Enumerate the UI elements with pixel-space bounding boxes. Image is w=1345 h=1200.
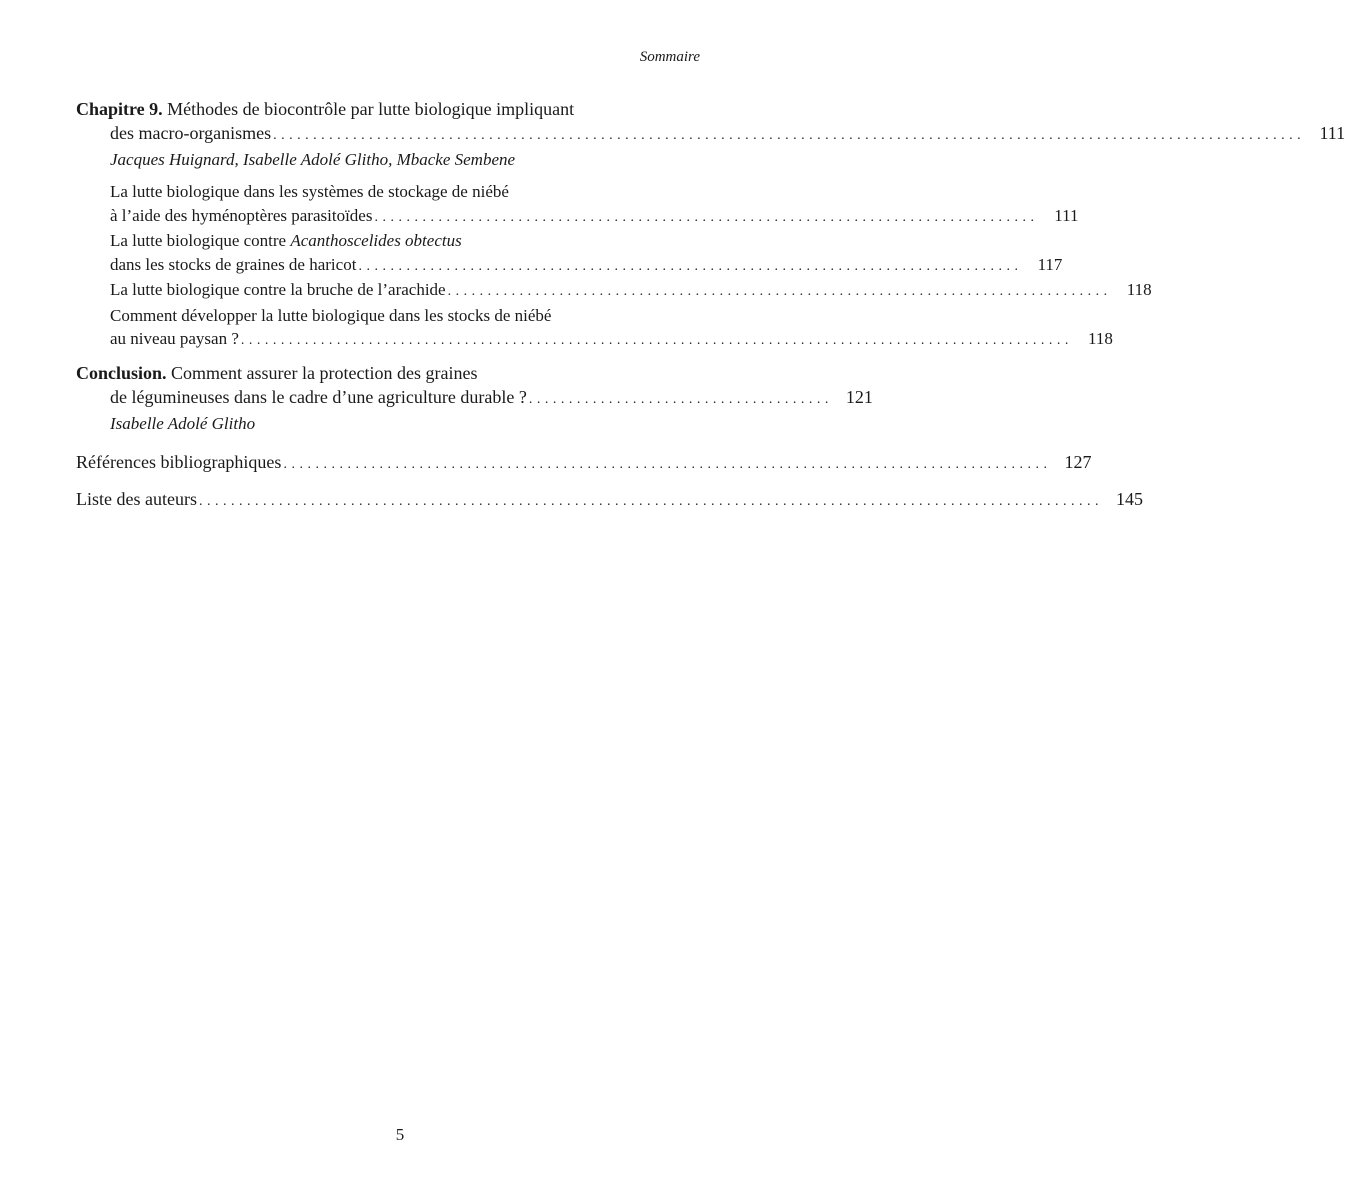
dot-leader: . . . . . . . . . . . . . . . . . . . . . . . . . . . . . . . . . . . . . . . . . . . . . . . . . . . . . . . . . . . . . . . . . . . . . . . . . . . . . . . . . . . [447,284,1108,299]
conclusion-title-cont: de légumineuses dans le cadre d’une agriculture durable ? [110,386,527,407]
page-number: 111 [1319,123,1345,143]
toc-entry-references[interactable] [76,450,1092,477]
toc-section[interactable] [76,278,1152,304]
references-title: Références bibliographiques [76,451,282,472]
chapter-title-line [76,97,700,121]
toc-entry-chapter-9[interactable] [76,97,1345,172]
toc-section[interactable] [76,304,1113,353]
section-title: Comment développer la lutte biologique dans les stocks de niébé [110,305,552,325]
chapter-title-cont: des macro-organismes [110,123,272,143]
toc-entry-conclusion[interactable] [76,361,873,436]
page-number: 145 [1115,488,1143,509]
authors-list-title: Liste des auteurs [76,488,197,509]
toc-section[interactable] [76,229,1063,278]
dot-leader: . . . . . . . . . . . . . . . . . . . . . . . . . . . . . . . . . . . . . . . . . . . . . . . . . . . . . . . . . . . . . . . . . . . . . . . . . . . . . . . . . . . . . . . . . . . . . . . . . . . . . . . . . . . . . . . . . [198,493,1099,509]
section-title-cont: au niveau paysan ? [110,329,239,348]
page-folio: 5 [395,1125,405,1144]
dot-leader: . . . . . . . . . . . . . . . . . . . . . . . . . . . . . . . . . . . . . . . . . . . . . . . . . . . . . . . . . . . . . . . . . . . . . . . . . . . . . . . . . . . . . . . . . . . . . . . . . . . . . . . . [240,333,1069,348]
dot-leader: . . . . . . . . . . . . . . . . . . . . . . . . . . . . . . . . . . . . . . . . . . . . . . . . . . . . . . . . . . . . . . . . . . . . . . . . . . . . . . . . . . . . . . . . . . . . . . . . [283,456,1048,472]
chapter-title-line-2 [76,121,1345,148]
chapter-authors: Jacques Huignard, Isabelle Adolé Glitho, Mbacke Sembene [110,150,516,169]
conclusion-label: Conclusion. [76,362,167,383]
page-number: 111 [1054,205,1079,225]
dot-leader: . . . . . . . . . . . . . . . . . . . . . . . . . . . . . . . . . . . . . . . . . . . . . . . . . . . . . . . . . . . . . . . . . . . . . . . . . . . . . . . . . . . [358,258,1019,274]
page-number: 118 [1088,329,1113,348]
running-head: Sommaire [639,49,700,65]
section-title-italic: Acanthoscelides obtectus [290,231,462,250]
conclusion-title: Comment assurer la protection des graines [166,362,478,383]
chapter-title: Méthodes de biocontrôle par lutte biologique impliquant [162,99,575,119]
section-title: La lutte biologique contre la bruche de l’arachide [110,280,446,299]
conclusion-authors: Isabelle Adolé Glitho [110,413,256,433]
dot-leader: . . . . . . . . . . . . . . . . . . . . . . . . . . . . . . . . . . . . . . . . . . . . . . . . . . . . . . . . . . . . . . . . . . . . . . . . . . . . . . . . . . . [374,209,1035,225]
dot-leader: . . . . . . . . . . . . . . . . . . . . . . . . . . . . . . . . . . . . . . . . . . . . . . . . . . . . . . . . . . . . . . . . . . . . . . . . . . . . . . . . . . . . . . . . . . . . . . . . . . . . . . . . . . . . . . . . . . . . . . . . . . . . . . . . . [273,128,1302,143]
page-number: 127 [1064,451,1092,472]
section-title-cont: dans les stocks de graines de haricot [110,254,357,274]
toc-section[interactable] [76,180,1079,229]
section-title: La lutte biologique contre [110,231,291,250]
table-of-contents [76,97,1345,514]
toc-entry-authors-list[interactable] [76,487,1143,514]
section-title: La lutte biologique dans les systèmes de stockage de niébé [110,182,509,201]
dot-leader: . . . . . . . . . . . . . . . . . . . . . . . . . . . . . . . . . . . . . . [528,391,829,407]
page-number: 118 [1126,280,1152,299]
chapter-9-sections [76,180,1152,353]
chapter-label: Chapitre 9. [76,99,163,119]
page-number: 117 [1037,254,1063,274]
section-title-cont: à l’aide des hyménoptères parasitoïdes [110,205,373,225]
page-number: 121 [845,386,873,407]
